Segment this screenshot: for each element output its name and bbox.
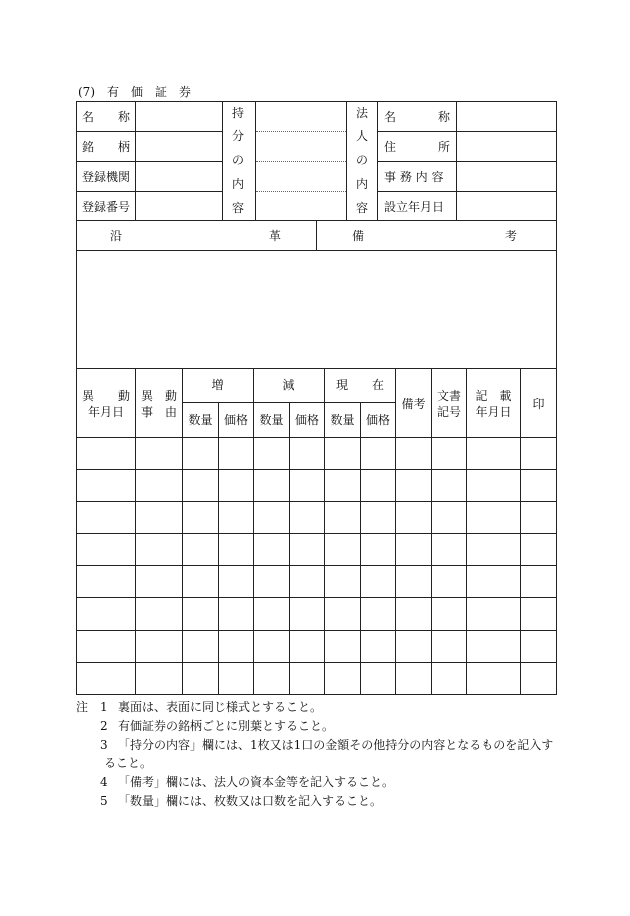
- label-change-reason-1: 異 動: [140, 389, 177, 403]
- label-entry-date-1: 記 載: [475, 389, 512, 403]
- label-name: 名 称: [82, 110, 131, 124]
- label-change-date-1: 異 動: [81, 389, 130, 403]
- label-established: 設立年月日: [384, 200, 445, 214]
- note-3-cont: ること。: [104, 756, 153, 770]
- label-history-b: 革: [269, 229, 282, 243]
- note-2: 有価証券の銘柄ごとに別葉とすること。: [118, 719, 335, 733]
- label-address-b: 所: [438, 140, 451, 154]
- label-change-reason-2: 事 由: [140, 405, 177, 419]
- label-price-decrease: 価格: [294, 413, 319, 427]
- note-3: 「持分の内容」欄には、1枚又は1口の金額その他持分の内容となるものを記入す: [118, 738, 554, 752]
- label-current-b: 在: [372, 378, 385, 392]
- label-qty-decrease: 数量: [259, 413, 284, 427]
- label-corp-name-a: 名: [384, 110, 397, 124]
- label-increase: 増: [211, 378, 224, 392]
- label-history-a: 沿: [110, 229, 123, 243]
- label-registrar: 登録機関: [82, 170, 131, 184]
- label-qty-increase: 数量: [188, 413, 213, 427]
- note-1: 裏面は、表面に同じ様式とすること。: [118, 700, 323, 714]
- label-price-increase: 価格: [223, 413, 248, 427]
- label-brand: 銘 柄: [82, 140, 131, 154]
- label-seal: 印: [532, 397, 545, 411]
- label-qty-current: 数量: [330, 413, 355, 427]
- label-decrease: 減: [282, 378, 295, 392]
- label-entry-date-2: 年月日: [475, 405, 512, 419]
- label-document-code-1: 文書: [436, 389, 461, 403]
- section-title: (7) 有 価 証 券: [78, 85, 191, 99]
- label-business: 事 務 内 容: [384, 170, 444, 184]
- label-price-current: 価格: [365, 413, 390, 427]
- label-current-a: 現: [336, 378, 349, 392]
- note-4: 「備考」欄には、法人の資本金等を記入すること。: [118, 775, 395, 789]
- label-document-code-2: 記号: [436, 405, 461, 419]
- label-remarks-a: 備: [352, 229, 365, 243]
- label-corp-name-b: 称: [438, 110, 451, 124]
- label-change-date-2: 年月日: [87, 405, 124, 419]
- label-ledger-remarks: 備考: [401, 397, 426, 411]
- note-5: 「数量」欄には、枚数又は口数を記入すること。: [118, 794, 383, 808]
- notes-head: 注: [76, 700, 89, 714]
- label-address-a: 住: [384, 140, 397, 154]
- label-registration-number: 登録番号: [82, 200, 131, 214]
- label-remarks-b: 考: [505, 229, 518, 243]
